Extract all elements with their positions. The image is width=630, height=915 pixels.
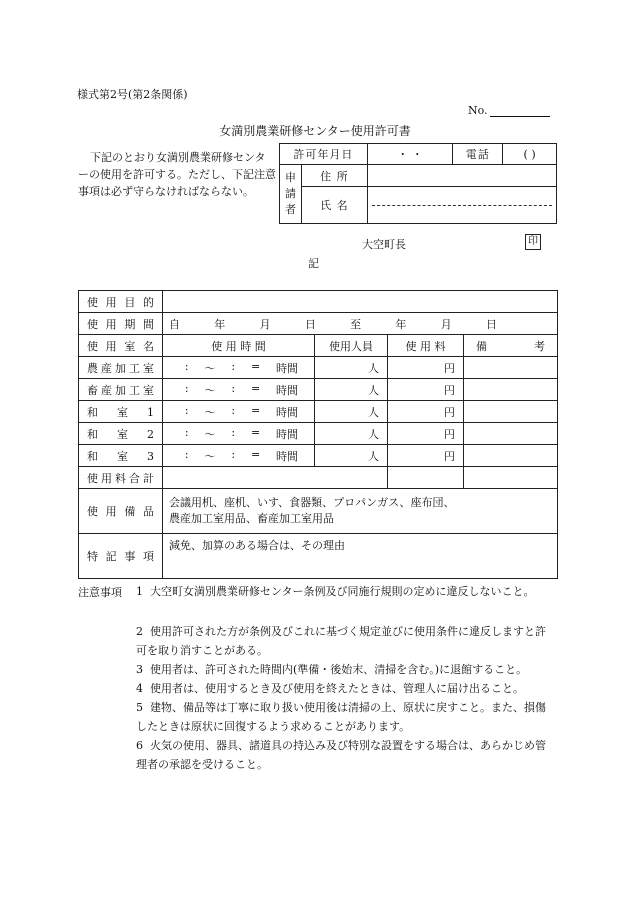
total-label: 使用料合計 bbox=[79, 467, 163, 489]
period-month-1: 月 bbox=[259, 317, 271, 331]
no-underline bbox=[490, 104, 550, 117]
remarks-field[interactable] bbox=[464, 379, 558, 401]
fee-field[interactable]: 円 bbox=[388, 401, 464, 423]
room-row bbox=[79, 401, 558, 423]
time-field[interactable]: : ～ : = 時間 bbox=[163, 379, 315, 401]
permit-date-value[interactable]: ・ ・ bbox=[367, 144, 453, 165]
remarks-field[interactable] bbox=[464, 445, 558, 467]
time-field[interactable]: : ～ : = 時間 bbox=[163, 357, 315, 379]
note-item: 2 使用許可された方が条例及びこれに基づく規定並びに使用条件に違反しますと許可を取り消すことがある。 bbox=[136, 625, 546, 657]
room-row bbox=[79, 445, 558, 467]
period-year-2: 年 bbox=[395, 317, 407, 331]
purpose-label: 使用目的 bbox=[79, 291, 163, 313]
phone-value[interactable]: ( ) bbox=[503, 144, 557, 165]
period-label: 使用期間 bbox=[79, 313, 163, 335]
no-label: No. bbox=[468, 104, 488, 117]
note-item: 4 使用者は、使用するとき及び使用を終えたときは、管理人に届け出ること。 bbox=[136, 682, 524, 695]
form-number: 様式第2号(第2条関係) bbox=[77, 88, 188, 101]
time-header: 使 用 時 間 bbox=[163, 335, 315, 357]
people-field[interactable]: 人 bbox=[315, 423, 388, 445]
remarks-field[interactable] bbox=[464, 423, 558, 445]
note-item: 1 大空町女満別農業研修センター条例及び同施行規則の定めに違反しないこと。 bbox=[136, 585, 535, 598]
note-item: 5 建物、備品等は丁寧に取り扱い使用後は清掃の上、原状に戻すこと。また、損傷したときは原状に回復するよう求めることがあります。 bbox=[136, 701, 546, 733]
remarks-field[interactable] bbox=[464, 357, 558, 379]
ki-heading: 記 bbox=[308, 257, 319, 270]
document-number-field[interactable] bbox=[468, 104, 550, 117]
equipment-line-2: 農産加工室用品、畜産加工室用品 bbox=[169, 512, 334, 525]
permit-date-label: 許可年月日 bbox=[280, 144, 368, 165]
time-field[interactable]: : ～ : = 時間 bbox=[163, 445, 315, 467]
seal-mark: 印 bbox=[525, 234, 541, 250]
total-remarks-field[interactable] bbox=[464, 467, 558, 489]
note-item: 3 使用者は、許可された時間内(準備・後始末、清掃を含む。)に退館すること。 bbox=[136, 663, 528, 676]
remarks-char-2: 考 bbox=[534, 339, 545, 353]
fee-field[interactable]: 円 bbox=[388, 423, 464, 445]
period-from: 自 bbox=[169, 317, 180, 331]
room-header: 使用室名 bbox=[79, 335, 163, 357]
intro-text: 下記のとおり女満別農業研修センターの使用を許可する。ただし、下記注意事項は必ず守らなければならない。 bbox=[78, 151, 276, 198]
people-field[interactable]: 人 bbox=[315, 379, 388, 401]
address-label: 住 所 bbox=[301, 165, 367, 187]
room-name: 和 室 1 bbox=[79, 401, 163, 423]
note-item: 6 火気の使用、器具、諸道具の持込み及び特別な設置をする場合は、あらかじめ管理者の承認を受けること。 bbox=[136, 739, 546, 771]
people-header: 使用人員 bbox=[315, 335, 388, 357]
total-blank bbox=[163, 467, 388, 489]
period-field[interactable] bbox=[163, 313, 558, 335]
applicant-char-2: 請 bbox=[284, 187, 296, 200]
room-name: 農産加工室 bbox=[79, 357, 163, 379]
special-label: 特記事項 bbox=[79, 534, 163, 579]
notes-label: 注意事項 bbox=[78, 586, 122, 599]
fee-header: 使 用 料 bbox=[388, 335, 464, 357]
purpose-field[interactable] bbox=[163, 291, 558, 313]
remarks-header bbox=[464, 335, 558, 357]
room-name: 畜産加工室 bbox=[79, 379, 163, 401]
applicant-char-3: 者 bbox=[284, 203, 296, 216]
period-year-1: 年 bbox=[214, 317, 226, 331]
special-field[interactable] bbox=[163, 534, 558, 579]
special-text: 減免、加算のある場合は、その理由 bbox=[169, 539, 345, 552]
fee-field[interactable]: 円 bbox=[388, 379, 464, 401]
room-row bbox=[79, 423, 558, 445]
name-dotted-line bbox=[372, 205, 552, 206]
period-day-2: 日 bbox=[485, 317, 497, 331]
applicant-table bbox=[279, 143, 557, 224]
address-field[interactable] bbox=[367, 165, 556, 187]
fee-field[interactable]: 円 bbox=[388, 445, 464, 467]
remarks-char-1: 備 bbox=[476, 339, 487, 353]
period-month-2: 月 bbox=[440, 317, 452, 331]
people-field[interactable]: 人 bbox=[315, 357, 388, 379]
usage-table bbox=[78, 290, 558, 579]
room-row bbox=[79, 357, 558, 379]
equipment-line-1: 会議用机、座机、いす、食器類、プロパンガス、座布団、 bbox=[169, 496, 455, 509]
total-fee-field[interactable] bbox=[388, 467, 464, 489]
room-name: 和 室 2 bbox=[79, 423, 163, 445]
equipment-label: 使用備品 bbox=[79, 489, 163, 534]
name-field[interactable] bbox=[367, 187, 556, 224]
room-name: 和 室 3 bbox=[79, 445, 163, 467]
remarks-field[interactable] bbox=[464, 401, 558, 423]
room-row bbox=[79, 379, 558, 401]
applicant-char-1: 申 bbox=[284, 171, 296, 184]
fee-field[interactable]: 円 bbox=[388, 357, 464, 379]
period-to: 至 bbox=[350, 317, 362, 331]
time-field[interactable]: : ～ : = 時間 bbox=[163, 401, 315, 423]
applicant-label bbox=[280, 165, 302, 224]
people-field[interactable]: 人 bbox=[315, 401, 388, 423]
document-title: 女満別農業研修センター使用許可書 bbox=[219, 124, 411, 138]
phone-label: 電話 bbox=[453, 144, 503, 165]
mayor-title: 大空町長 bbox=[362, 238, 406, 251]
time-field[interactable]: : ～ : = 時間 bbox=[163, 423, 315, 445]
name-label: 氏 名 bbox=[301, 187, 367, 224]
people-field[interactable]: 人 bbox=[315, 445, 388, 467]
equipment-field[interactable] bbox=[163, 489, 558, 534]
period-day-1: 日 bbox=[304, 317, 316, 331]
